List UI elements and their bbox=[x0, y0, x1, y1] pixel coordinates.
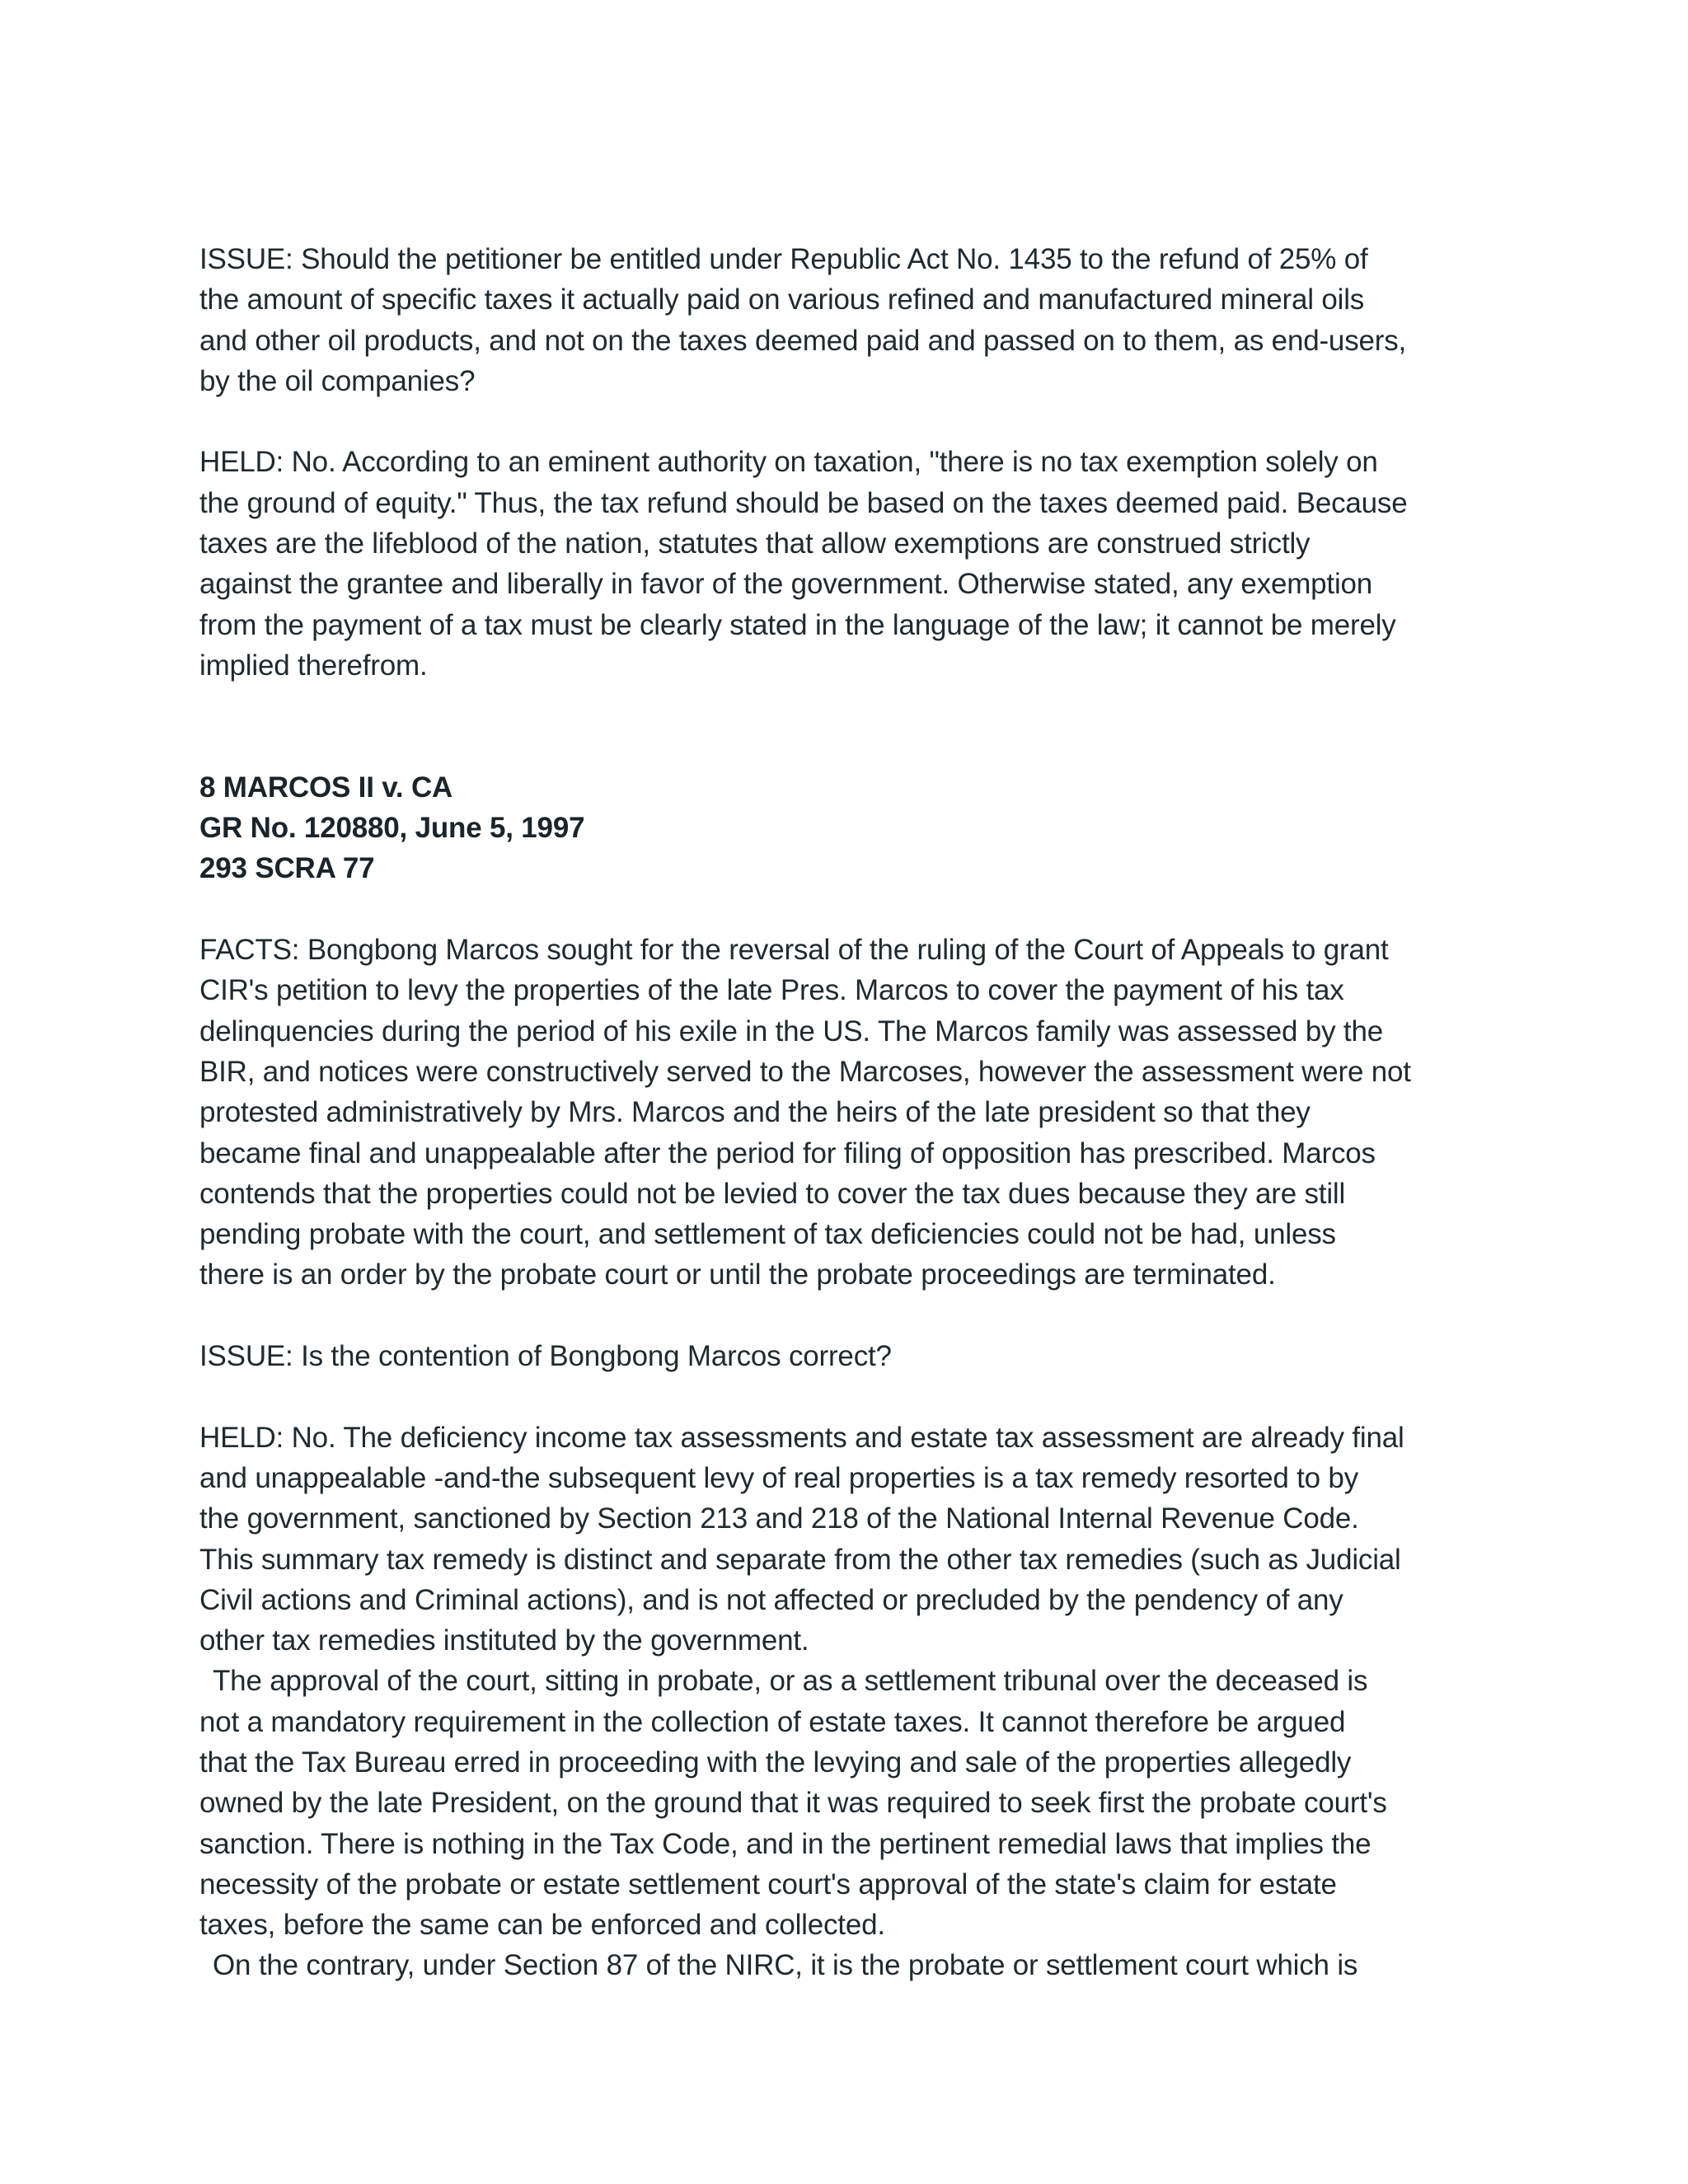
text-line: not a mandatory requirement in the collection of estate taxes. It cannot therefore be argued bbox=[199, 1705, 1346, 1738]
text-line: and unappealable -and-the subsequent levy of real properties is a tax remedy resorted to by bbox=[199, 1461, 1358, 1494]
text-line: by the oil companies? bbox=[199, 364, 476, 397]
text-line: against the grantee and liberally in favor of the government. Otherwise stated, any exemption bbox=[199, 568, 1373, 601]
issue-paragraph-1 bbox=[199, 239, 1510, 401]
text-line: the amount of specific taxes it actually paid on various refined and manufactured mineral oils bbox=[199, 284, 1365, 316]
held-paragraph-1 bbox=[199, 442, 1510, 686]
text-line: and other oil products, and not on the taxes deemed paid and passed on to them, as end-users, bbox=[199, 324, 1407, 357]
facts-paragraph bbox=[199, 930, 1510, 1296]
text-line: from the payment of a tax must be clearly stated in the language of the law; it cannot be merely bbox=[199, 608, 1396, 641]
text-line: the ground of equity." Thus, the tax refund should be based on the taxes deemed paid. Because bbox=[199, 486, 1408, 519]
text-line: that the Tax Bureau erred in proceeding with the levying and sale of the properties allegedly bbox=[199, 1746, 1352, 1779]
text-line: protested administratively by Mrs. Marcos and the heirs of the late president so that they bbox=[199, 1096, 1311, 1129]
issue-paragraph-2 bbox=[199, 1336, 1510, 1376]
text-line: BIR, and notices were constructively served to the Marcoses, however the assessment were not bbox=[199, 1055, 1411, 1088]
text-line: necessity of the probate or estate settlement court's approval of the state's claim for estate bbox=[199, 1868, 1337, 1900]
text-line: The approval of the court, sitting in probate, or as a settlement tribunal over the deceased is bbox=[213, 1665, 1368, 1698]
text-line: sanction. There is nothing in the Tax Code, and in the pertinent remedial laws that implies the bbox=[199, 1827, 1372, 1860]
text-line: pending probate with the court, and settlement of tax deficiencies could not be had, unless bbox=[199, 1218, 1336, 1251]
text-line: HELD: No. According to an eminent authority on taxation, "there is no tax exemption solely on bbox=[199, 446, 1378, 479]
text-line: contends that the properties could not be levied to cover the tax dues because they are still bbox=[199, 1177, 1346, 1210]
text-line: became final and unappealable after the period for filing of opposition has prescribed. Marcos bbox=[199, 1137, 1376, 1169]
paragraph-spacer bbox=[199, 889, 1510, 930]
text-line: On the contrary, under Section 87 of the NIRC, it is the probate or settlement court which is bbox=[213, 1949, 1358, 1982]
case-heading bbox=[199, 767, 1510, 889]
text-line: CIR's petition to levy the properties of the late Pres. Marcos to cover the payment of his tax bbox=[199, 974, 1344, 1007]
text-line: ISSUE: Should the petitioner be entitled under Republic Act No. 1435 to the refund of 25% of bbox=[199, 243, 1368, 275]
paragraph-spacer bbox=[199, 686, 1510, 767]
text-line: HELD: No. The deficiency income tax assessments and estate tax assessment are already final bbox=[199, 1421, 1404, 1454]
text-line: owned by the late President, on the ground that it was required to seek first the probate court's bbox=[199, 1787, 1387, 1820]
text-line: taxes, before the same can be enforced and collected. bbox=[199, 1909, 885, 1942]
held-paragraph-2-continued bbox=[199, 1661, 1510, 1945]
held-paragraph-2 bbox=[199, 1418, 1510, 1661]
text-line: Civil actions and Criminal actions), and is not affected or precluded by the pendency of any bbox=[199, 1583, 1343, 1616]
text-line: other tax remedies instituted by the government. bbox=[199, 1624, 809, 1657]
paragraph-spacer bbox=[199, 1296, 1510, 1336]
text-line: delinquencies during the period of his exile in the US. The Marcos family was assessed by the bbox=[199, 1015, 1383, 1047]
text-line: taxes are the lifeblood of the nation, statutes that allow exemptions are construed strictly bbox=[199, 527, 1311, 560]
text-line: there is an order by the probate court or until the probate proceedings are terminated. bbox=[199, 1258, 1276, 1291]
text-line: implied therefrom. bbox=[199, 649, 428, 682]
case-title: 8 MARCOS II v. CA bbox=[199, 771, 453, 804]
document-body bbox=[199, 239, 1510, 1986]
paragraph-spacer bbox=[199, 401, 1510, 442]
paragraph-spacer bbox=[199, 1376, 1510, 1417]
text-line: This summary tax remedy is distinct and separate from the other tax remedies (such as Judicial bbox=[199, 1543, 1401, 1576]
case-gr-number: GR No. 120880, June 5, 1997 bbox=[199, 812, 585, 845]
held-paragraph-2-final bbox=[199, 1945, 1510, 1985]
text-line: ISSUE: Is the contention of Bongbong Marcos correct? bbox=[199, 1340, 892, 1373]
case-scra-citation: 293 SCRA 77 bbox=[199, 852, 375, 885]
text-line: the government, sanctioned by Section 213 and 218 of the National Internal Revenue Code. bbox=[199, 1502, 1359, 1535]
text-line: FACTS: Bongbong Marcos sought for the reversal of the ruling of the Court of Appeals to grant bbox=[199, 934, 1389, 967]
